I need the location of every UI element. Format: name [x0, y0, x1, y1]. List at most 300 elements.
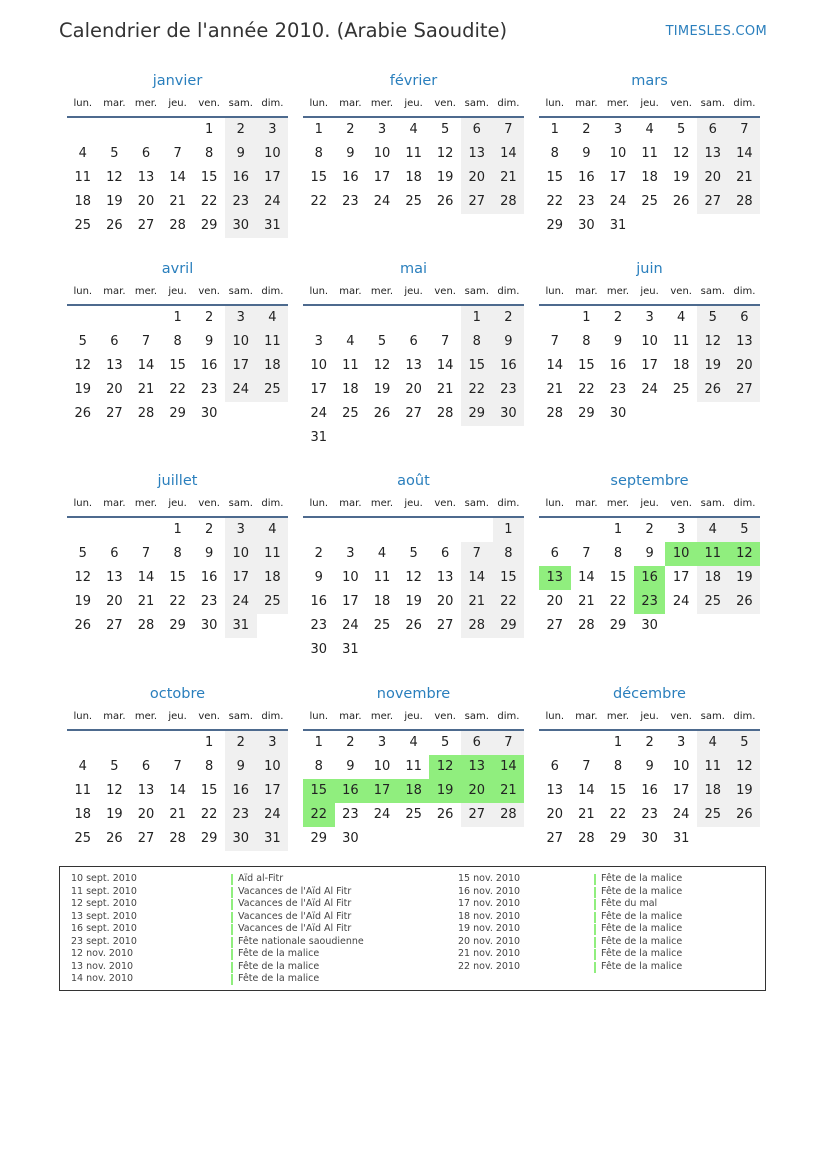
- day-cell[interactable]: 6: [441, 546, 450, 561]
- day-cell[interactable]: 19: [74, 594, 92, 609]
- day-cell[interactable]: 2: [346, 735, 355, 750]
- day-cell[interactable]: 12: [74, 570, 92, 585]
- day-cell[interactable]: 21: [169, 194, 186, 209]
- day-cell[interactable]: 6: [141, 759, 151, 774]
- day-cell[interactable]: 13: [436, 570, 454, 585]
- day-cell[interactable]: 20: [405, 382, 422, 397]
- day-cell[interactable]: 14: [546, 358, 564, 373]
- day-cell[interactable]: 17: [609, 170, 627, 185]
- day-cell[interactable]: 7: [173, 759, 182, 774]
- holiday-day-cell[interactable]: 15: [303, 779, 335, 803]
- day-cell[interactable]: 16: [200, 358, 218, 373]
- day-cell[interactable]: 24: [232, 382, 250, 397]
- day-cell[interactable]: 27: [546, 618, 564, 633]
- holiday-day-cell[interactable]: 12: [729, 542, 761, 566]
- day-cell[interactable]: 10: [609, 146, 627, 161]
- day-cell[interactable]: 10: [310, 358, 328, 373]
- day-cell[interactable]: 19: [373, 382, 391, 397]
- day-cell[interactable]: 3: [268, 122, 277, 137]
- holiday-day-cell[interactable]: 16: [634, 566, 666, 590]
- day-cell[interactable]: 2: [645, 522, 654, 537]
- day-cell[interactable]: 23: [641, 807, 658, 822]
- day-cell[interactable]: 9: [236, 146, 245, 161]
- day-cell[interactable]: 12: [106, 170, 123, 185]
- day-cell[interactable]: 3: [346, 546, 355, 561]
- day-cell[interactable]: 23: [578, 194, 595, 209]
- day-cell[interactable]: 10: [672, 759, 690, 774]
- day-cell[interactable]: 4: [409, 735, 418, 750]
- day-cell[interactable]: 12: [106, 783, 123, 798]
- day-cell[interactable]: 20: [106, 594, 123, 609]
- day-cell[interactable]: 23: [500, 382, 517, 397]
- holiday-day-cell[interactable]: 12: [429, 755, 461, 779]
- day-cell[interactable]: 1: [613, 735, 623, 750]
- day-cell[interactable]: 26: [436, 194, 454, 209]
- day-cell[interactable]: 8: [173, 334, 182, 349]
- day-cell[interactable]: 21: [736, 170, 753, 185]
- day-cell[interactable]: 25: [264, 382, 281, 397]
- day-cell[interactable]: 2: [314, 546, 323, 561]
- day-cell[interactable]: 31: [310, 430, 328, 445]
- day-cell[interactable]: 23: [200, 594, 218, 609]
- day-cell[interactable]: 9: [582, 146, 591, 161]
- day-cell[interactable]: 19: [672, 170, 690, 185]
- day-cell[interactable]: 30: [200, 618, 218, 633]
- day-cell[interactable]: 21: [169, 807, 186, 822]
- day-cell[interactable]: 10: [342, 570, 359, 585]
- day-cell[interactable]: 24: [672, 807, 690, 822]
- day-cell[interactable]: 14: [500, 146, 517, 161]
- day-cell[interactable]: 27: [106, 406, 123, 421]
- day-cell[interactable]: 17: [672, 783, 690, 798]
- holiday-day-cell[interactable]: 13: [461, 755, 493, 779]
- day-cell[interactable]: 24: [264, 807, 281, 822]
- day-cell[interactable]: 10: [373, 759, 391, 774]
- day-cell[interactable]: 13: [137, 783, 155, 798]
- day-cell[interactable]: 31: [342, 642, 359, 657]
- brand-logo[interactable]: TIMESLES.COM: [665, 24, 767, 39]
- day-cell[interactable]: 5: [377, 334, 387, 349]
- day-cell[interactable]: 22: [609, 807, 627, 822]
- day-cell[interactable]: 19: [704, 358, 722, 373]
- day-cell[interactable]: 8: [173, 546, 182, 561]
- day-cell[interactable]: 18: [704, 570, 722, 585]
- day-cell[interactable]: 13: [137, 170, 155, 185]
- day-cell[interactable]: 8: [205, 146, 214, 161]
- day-cell[interactable]: 1: [613, 522, 623, 537]
- day-cell[interactable]: 7: [173, 146, 182, 161]
- day-cell[interactable]: 16: [578, 170, 595, 185]
- day-cell[interactable]: 23: [342, 194, 359, 209]
- day-cell[interactable]: 26: [672, 194, 690, 209]
- day-cell[interactable]: 15: [578, 358, 595, 373]
- day-cell[interactable]: 20: [137, 194, 155, 209]
- day-cell[interactable]: 7: [550, 334, 559, 349]
- day-cell[interactable]: 28: [137, 406, 155, 421]
- day-cell[interactable]: 5: [677, 122, 686, 137]
- day-cell[interactable]: 20: [137, 807, 155, 822]
- day-cell[interactable]: 6: [110, 334, 119, 349]
- day-cell[interactable]: 22: [500, 594, 517, 609]
- day-cell[interactable]: 27: [137, 831, 155, 846]
- day-cell[interactable]: 18: [672, 358, 690, 373]
- day-cell[interactable]: 21: [137, 382, 155, 397]
- day-cell[interactable]: 29: [609, 831, 627, 846]
- day-cell[interactable]: 15: [500, 570, 517, 585]
- day-cell[interactable]: 10: [232, 546, 250, 561]
- day-cell[interactable]: 19: [736, 570, 753, 585]
- day-cell[interactable]: 14: [169, 170, 186, 185]
- day-cell[interactable]: 14: [169, 783, 186, 798]
- day-cell[interactable]: 20: [736, 358, 753, 373]
- day-cell[interactable]: 3: [377, 122, 387, 137]
- day-cell[interactable]: 18: [342, 382, 359, 397]
- day-cell[interactable]: 11: [405, 759, 422, 774]
- day-cell[interactable]: 27: [468, 807, 486, 822]
- day-cell[interactable]: 23: [232, 194, 250, 209]
- day-cell[interactable]: 9: [346, 759, 355, 774]
- day-cell[interactable]: 12: [736, 759, 753, 774]
- day-cell[interactable]: 4: [377, 546, 387, 561]
- day-cell[interactable]: 9: [314, 570, 323, 585]
- day-cell[interactable]: 8: [314, 146, 323, 161]
- day-cell[interactable]: 14: [436, 358, 454, 373]
- day-cell[interactable]: 7: [504, 735, 513, 750]
- day-cell[interactable]: 4: [677, 310, 686, 325]
- day-cell[interactable]: 8: [582, 334, 591, 349]
- day-cell[interactable]: 24: [609, 194, 627, 209]
- day-cell[interactable]: 5: [78, 546, 87, 561]
- day-cell[interactable]: 19: [436, 170, 454, 185]
- day-cell[interactable]: 10: [264, 759, 281, 774]
- day-cell[interactable]: 16: [310, 594, 328, 609]
- day-cell[interactable]: 18: [704, 783, 722, 798]
- day-cell[interactable]: 1: [173, 522, 182, 537]
- day-cell[interactable]: 25: [74, 218, 92, 233]
- day-cell[interactable]: 28: [137, 618, 155, 633]
- day-cell[interactable]: 12: [405, 570, 422, 585]
- day-cell[interactable]: 20: [436, 594, 454, 609]
- day-cell[interactable]: 25: [74, 831, 92, 846]
- day-cell[interactable]: 28: [500, 194, 517, 209]
- day-cell[interactable]: 1: [205, 735, 214, 750]
- day-cell[interactable]: 11: [405, 146, 422, 161]
- holiday-day-cell[interactable]: 17: [366, 779, 398, 803]
- day-cell[interactable]: 8: [205, 759, 214, 774]
- day-cell[interactable]: 4: [708, 735, 717, 750]
- day-cell[interactable]: 13: [704, 146, 722, 161]
- day-cell[interactable]: 5: [110, 759, 119, 774]
- day-cell[interactable]: 3: [613, 122, 623, 137]
- day-cell[interactable]: 4: [268, 310, 277, 325]
- day-cell[interactable]: 12: [373, 358, 391, 373]
- day-cell[interactable]: 21: [578, 594, 595, 609]
- day-cell[interactable]: 3: [645, 310, 654, 325]
- day-cell[interactable]: 29: [200, 831, 218, 846]
- day-cell[interactable]: 29: [500, 618, 517, 633]
- day-cell[interactable]: 22: [578, 382, 595, 397]
- day-cell[interactable]: 26: [436, 807, 454, 822]
- day-cell[interactable]: 20: [468, 170, 486, 185]
- day-cell[interactable]: 13: [468, 146, 486, 161]
- day-cell[interactable]: 7: [504, 122, 513, 137]
- day-cell[interactable]: 23: [342, 807, 359, 822]
- day-cell[interactable]: 22: [169, 594, 186, 609]
- day-cell[interactable]: 7: [141, 334, 151, 349]
- day-cell[interactable]: 13: [106, 570, 123, 585]
- day-cell[interactable]: 25: [641, 194, 658, 209]
- day-cell[interactable]: 26: [704, 382, 722, 397]
- day-cell[interactable]: 11: [373, 570, 391, 585]
- day-cell[interactable]: 2: [346, 122, 355, 137]
- day-cell[interactable]: 12: [704, 334, 722, 349]
- day-cell[interactable]: 9: [645, 546, 654, 561]
- holiday-day-cell[interactable]: 19: [429, 779, 461, 803]
- day-cell[interactable]: 21: [137, 594, 155, 609]
- day-cell[interactable]: 3: [314, 334, 323, 349]
- day-cell[interactable]: 10: [373, 146, 391, 161]
- day-cell[interactable]: 1: [504, 522, 513, 537]
- day-cell[interactable]: 16: [500, 358, 517, 373]
- day-cell[interactable]: 24: [264, 194, 281, 209]
- day-cell[interactable]: 7: [582, 759, 591, 774]
- day-cell[interactable]: 7: [472, 546, 481, 561]
- day-cell[interactable]: 17: [672, 570, 690, 585]
- day-cell[interactable]: 15: [310, 170, 328, 185]
- day-cell[interactable]: 7: [141, 546, 151, 561]
- day-cell[interactable]: 27: [137, 218, 155, 233]
- day-cell[interactable]: 17: [264, 783, 281, 798]
- day-cell[interactable]: 30: [641, 831, 658, 846]
- day-cell[interactable]: 3: [377, 735, 387, 750]
- day-cell[interactable]: 29: [578, 406, 595, 421]
- day-cell[interactable]: 19: [106, 807, 123, 822]
- day-cell[interactable]: 12: [436, 146, 454, 161]
- day-cell[interactable]: 11: [264, 546, 281, 561]
- day-cell[interactable]: 24: [342, 618, 359, 633]
- day-cell[interactable]: 15: [169, 358, 186, 373]
- day-cell[interactable]: 28: [736, 194, 753, 209]
- day-cell[interactable]: 30: [232, 218, 250, 233]
- day-cell[interactable]: 10: [232, 334, 250, 349]
- day-cell[interactable]: 22: [609, 594, 627, 609]
- day-cell[interactable]: 9: [205, 546, 214, 561]
- day-cell[interactable]: 9: [205, 334, 214, 349]
- day-cell[interactable]: 11: [342, 358, 359, 373]
- day-cell[interactable]: 2: [205, 522, 214, 537]
- day-cell[interactable]: 24: [672, 594, 690, 609]
- day-cell[interactable]: 19: [74, 382, 92, 397]
- day-cell[interactable]: 5: [708, 310, 717, 325]
- day-cell[interactable]: 26: [74, 406, 92, 421]
- day-cell[interactable]: 22: [200, 194, 218, 209]
- day-cell[interactable]: 20: [106, 382, 123, 397]
- day-cell[interactable]: 23: [609, 382, 627, 397]
- day-cell[interactable]: 22: [200, 807, 218, 822]
- day-cell[interactable]: 17: [232, 570, 250, 585]
- day-cell[interactable]: 10: [641, 334, 658, 349]
- day-cell[interactable]: 30: [578, 218, 595, 233]
- day-cell[interactable]: 28: [578, 618, 595, 633]
- day-cell[interactable]: 25: [704, 594, 722, 609]
- day-cell[interactable]: 11: [641, 146, 658, 161]
- day-cell[interactable]: 8: [314, 759, 323, 774]
- day-cell[interactable]: 24: [641, 382, 658, 397]
- day-cell[interactable]: 12: [672, 146, 690, 161]
- day-cell[interactable]: 4: [78, 759, 87, 774]
- day-cell[interactable]: 21: [546, 382, 564, 397]
- day-cell[interactable]: 11: [704, 759, 722, 774]
- day-cell[interactable]: 3: [236, 310, 245, 325]
- day-cell[interactable]: 15: [546, 170, 564, 185]
- day-cell[interactable]: 25: [264, 594, 281, 609]
- day-cell[interactable]: 5: [409, 546, 418, 561]
- day-cell[interactable]: 7: [740, 122, 749, 137]
- day-cell[interactable]: 27: [468, 194, 486, 209]
- day-cell[interactable]: 11: [672, 334, 690, 349]
- day-cell[interactable]: 2: [613, 310, 623, 325]
- day-cell[interactable]: 9: [613, 334, 623, 349]
- day-cell[interactable]: 1: [582, 310, 591, 325]
- day-cell[interactable]: 15: [468, 358, 486, 373]
- day-cell[interactable]: 14: [578, 570, 595, 585]
- day-cell[interactable]: 28: [500, 807, 517, 822]
- day-cell[interactable]: 27: [704, 194, 722, 209]
- day-cell[interactable]: 29: [609, 618, 627, 633]
- day-cell[interactable]: 4: [708, 522, 717, 537]
- day-cell[interactable]: 19: [736, 783, 753, 798]
- day-cell[interactable]: 30: [232, 831, 250, 846]
- day-cell[interactable]: 18: [641, 170, 658, 185]
- day-cell[interactable]: 8: [472, 334, 481, 349]
- day-cell[interactable]: 25: [405, 807, 422, 822]
- day-cell[interactable]: 24: [373, 194, 391, 209]
- day-cell[interactable]: 15: [169, 570, 186, 585]
- day-cell[interactable]: 27: [736, 382, 753, 397]
- day-cell[interactable]: 25: [342, 406, 359, 421]
- day-cell[interactable]: 23: [310, 618, 328, 633]
- day-cell[interactable]: 22: [546, 194, 564, 209]
- day-cell[interactable]: 14: [578, 783, 595, 798]
- day-cell[interactable]: 7: [441, 334, 450, 349]
- day-cell[interactable]: 17: [373, 170, 391, 185]
- day-cell[interactable]: 16: [232, 170, 250, 185]
- day-cell[interactable]: 2: [504, 310, 513, 325]
- day-cell[interactable]: 18: [74, 807, 92, 822]
- day-cell[interactable]: 5: [441, 122, 450, 137]
- day-cell[interactable]: 27: [546, 831, 564, 846]
- day-cell[interactable]: 23: [232, 807, 250, 822]
- day-cell[interactable]: 21: [468, 594, 486, 609]
- day-cell[interactable]: 3: [236, 522, 245, 537]
- day-cell[interactable]: 30: [609, 406, 627, 421]
- day-cell[interactable]: 4: [409, 122, 418, 137]
- day-cell[interactable]: 9: [346, 146, 355, 161]
- day-cell[interactable]: 2: [205, 310, 214, 325]
- day-cell[interactable]: 18: [405, 170, 422, 185]
- day-cell[interactable]: 31: [264, 831, 281, 846]
- day-cell[interactable]: 23: [200, 382, 218, 397]
- day-cell[interactable]: 8: [613, 546, 623, 561]
- day-cell[interactable]: 27: [405, 406, 422, 421]
- day-cell[interactable]: 24: [373, 807, 391, 822]
- day-cell[interactable]: 17: [342, 594, 359, 609]
- day-cell[interactable]: 3: [677, 522, 686, 537]
- day-cell[interactable]: 21: [578, 807, 595, 822]
- day-cell[interactable]: 16: [342, 170, 359, 185]
- holiday-day-cell[interactable]: 10: [665, 542, 697, 566]
- day-cell[interactable]: 31: [672, 831, 690, 846]
- day-cell[interactable]: 16: [641, 783, 658, 798]
- day-cell[interactable]: 6: [472, 735, 481, 750]
- day-cell[interactable]: 20: [546, 807, 564, 822]
- day-cell[interactable]: 29: [169, 406, 186, 421]
- day-cell[interactable]: 29: [169, 618, 186, 633]
- day-cell[interactable]: 2: [236, 735, 245, 750]
- day-cell[interactable]: 16: [200, 570, 218, 585]
- holiday-day-cell[interactable]: 20: [461, 779, 493, 803]
- day-cell[interactable]: 30: [200, 406, 218, 421]
- day-cell[interactable]: 29: [468, 406, 486, 421]
- day-cell[interactable]: 4: [346, 334, 355, 349]
- day-cell[interactable]: 27: [436, 618, 454, 633]
- day-cell[interactable]: 1: [472, 310, 481, 325]
- day-cell[interactable]: 13: [546, 783, 564, 798]
- day-cell[interactable]: 19: [405, 594, 422, 609]
- day-cell[interactable]: 8: [504, 546, 513, 561]
- day-cell[interactable]: 28: [468, 618, 486, 633]
- day-cell[interactable]: 20: [704, 170, 722, 185]
- day-cell[interactable]: 9: [236, 759, 245, 774]
- day-cell[interactable]: 26: [106, 218, 123, 233]
- day-cell[interactable]: 1: [205, 122, 214, 137]
- day-cell[interactable]: 26: [736, 594, 753, 609]
- day-cell[interactable]: 14: [137, 358, 155, 373]
- day-cell[interactable]: 30: [500, 406, 517, 421]
- day-cell[interactable]: 29: [546, 218, 564, 233]
- day-cell[interactable]: 14: [468, 570, 486, 585]
- day-cell[interactable]: 14: [137, 570, 155, 585]
- day-cell[interactable]: 15: [200, 783, 218, 798]
- day-cell[interactable]: 1: [314, 122, 323, 137]
- day-cell[interactable]: 12: [74, 358, 92, 373]
- day-cell[interactable]: 22: [468, 382, 486, 397]
- day-cell[interactable]: 1: [314, 735, 323, 750]
- holiday-day-cell[interactable]: 11: [697, 542, 729, 566]
- day-cell[interactable]: 2: [645, 735, 654, 750]
- holiday-day-cell[interactable]: 22: [303, 803, 335, 827]
- day-cell[interactable]: 30: [342, 831, 359, 846]
- day-cell[interactable]: 3: [677, 735, 686, 750]
- day-cell[interactable]: 29: [200, 218, 218, 233]
- holiday-day-cell[interactable]: 23: [634, 590, 666, 614]
- holiday-day-cell[interactable]: 16: [335, 779, 367, 803]
- day-cell[interactable]: 25: [704, 807, 722, 822]
- day-cell[interactable]: 17: [232, 358, 250, 373]
- day-cell[interactable]: 28: [436, 406, 454, 421]
- day-cell[interactable]: 6: [409, 334, 418, 349]
- day-cell[interactable]: 28: [169, 218, 186, 233]
- day-cell[interactable]: 19: [106, 194, 123, 209]
- day-cell[interactable]: 4: [268, 522, 277, 537]
- day-cell[interactable]: 26: [405, 618, 422, 633]
- day-cell[interactable]: 17: [264, 170, 281, 185]
- day-cell[interactable]: 6: [472, 122, 481, 137]
- day-cell[interactable]: 16: [232, 783, 250, 798]
- day-cell[interactable]: 26: [373, 406, 391, 421]
- day-cell[interactable]: 13: [106, 358, 123, 373]
- holiday-day-cell[interactable]: 13: [539, 566, 571, 590]
